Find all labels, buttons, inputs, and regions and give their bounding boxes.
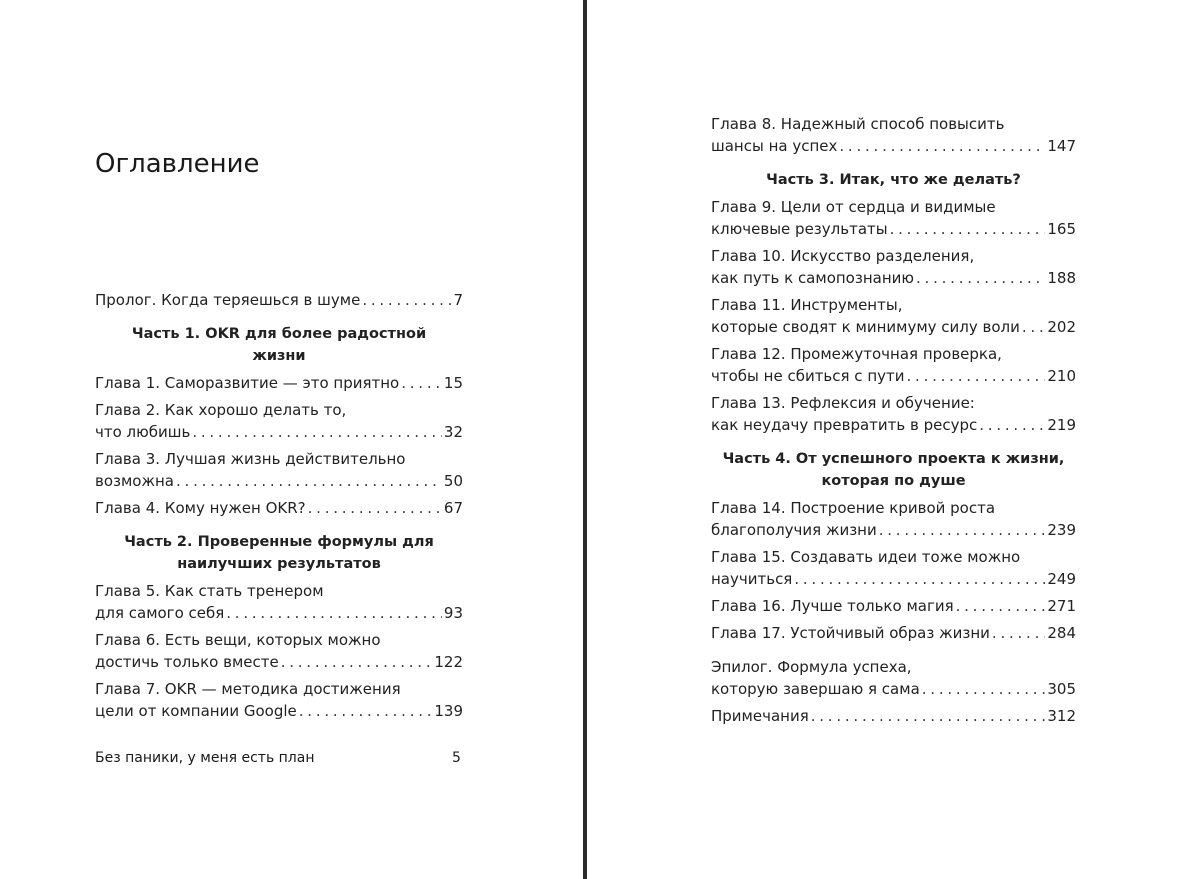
- page-number: 271: [1047, 597, 1076, 615]
- toc-entry-chapter-7[interactable]: [95, 678, 463, 722]
- toc-entry-chapter-6[interactable]: [95, 629, 463, 673]
- entry-title-line: Глава 3. Лучшая жизнь действительно: [95, 450, 406, 468]
- page-number: 210: [1047, 367, 1076, 385]
- entry-title: которую завершаю я сама: [711, 680, 920, 698]
- entry-title-line: Глава 13. Рефлексия и обучение:: [711, 394, 975, 412]
- toc-entry-chapter-10[interactable]: [711, 245, 1076, 289]
- entry-title: Глава 16. Лучше только магия: [711, 597, 954, 615]
- entry-title-line: Глава 14. Построение кривой роста: [711, 499, 996, 517]
- toc-entry-chapter-1[interactable]: [95, 372, 463, 394]
- entry-title: для самого себя: [95, 604, 225, 622]
- entry-title: научиться: [711, 570, 793, 588]
- entry-title: которые сводят к минимуму силу воли: [711, 318, 1020, 336]
- page-number: 50: [443, 472, 463, 490]
- page-number: 32: [443, 423, 463, 441]
- dot-leader: [992, 622, 1045, 644]
- toc-entry-chapter-11[interactable]: [711, 294, 1076, 338]
- page-number: 249: [1047, 570, 1076, 588]
- dot-leader: [176, 470, 442, 492]
- entry-title: Глава 1. Саморазвитие — это приятно: [95, 374, 400, 392]
- toc-entry-notes[interactable]: [711, 705, 1076, 727]
- page-number: 284: [1047, 624, 1076, 642]
- toc-right-list: [711, 113, 1076, 727]
- page-number: 67: [443, 499, 463, 517]
- part-heading-line: наилучших результатов: [177, 556, 381, 572]
- dot-leader: [879, 519, 1046, 541]
- dot-leader: [281, 651, 433, 673]
- part-heading-2: [95, 531, 463, 575]
- part-heading-line: жизни: [252, 348, 306, 364]
- toc-entry-chapter-9[interactable]: [711, 196, 1076, 240]
- dot-leader: [922, 678, 1046, 700]
- dot-leader: [299, 700, 433, 722]
- part-heading-line: Часть 1. OKR для более радостной: [131, 326, 427, 342]
- page-number: 188: [1047, 269, 1076, 287]
- entry-title-line: Глава 8. Надежный способ повысить: [711, 115, 1005, 133]
- toc-left-list: [95, 289, 463, 722]
- page-number: 139: [434, 702, 463, 720]
- page-number: 239: [1047, 521, 1076, 539]
- page-number: 93: [443, 604, 463, 622]
- folio-page-number: 5: [452, 750, 461, 766]
- toc-entry-chapter-5[interactable]: [95, 580, 463, 624]
- toc-entry-epilogue[interactable]: [711, 656, 1076, 700]
- page-number: 312: [1047, 707, 1076, 725]
- dot-leader: [794, 568, 1045, 590]
- toc-entry-chapter-16[interactable]: [711, 595, 1076, 617]
- entry-title: шансы на успех: [711, 137, 838, 155]
- page-number: 122: [434, 653, 463, 671]
- entry-title: возможна: [95, 472, 174, 490]
- entry-title-line: Глава 2. Как хорошо делать то,: [95, 401, 347, 419]
- part-heading-4: [711, 448, 1076, 492]
- toc-entry-chapter-2[interactable]: [95, 399, 463, 443]
- dot-leader: [1022, 316, 1045, 338]
- part-heading-3: [711, 169, 1076, 191]
- page-number: 165: [1047, 220, 1076, 238]
- page-number: 305: [1047, 680, 1076, 698]
- entry-title-line: Глава 5. Как стать тренером: [95, 582, 324, 600]
- page-number: 219: [1047, 416, 1076, 434]
- right-page: [587, 0, 1177, 879]
- dot-leader: [811, 705, 1046, 727]
- toc-title: Оглавление: [95, 149, 260, 179]
- dot-leader: [979, 414, 1045, 436]
- entry-title: Глава 4. Кому нужен OKR?: [95, 499, 306, 517]
- dot-leader: [890, 218, 1046, 240]
- entry-title: достичь только вместе: [95, 653, 279, 671]
- entry-title: цели от компании Google: [95, 702, 297, 720]
- toc-entry-chapter-4[interactable]: [95, 497, 463, 519]
- part-heading-line: которая по душе: [821, 473, 966, 489]
- entry-title-line: Глава 15. Создавать идеи тоже можно: [711, 548, 1021, 566]
- entry-title: ключевые результаты: [711, 220, 888, 238]
- part-heading-line: Часть 3. Итак, что же делать?: [766, 172, 1021, 188]
- running-footer-title: Без паники, у меня есть план: [95, 750, 315, 766]
- left-page: [0, 0, 583, 879]
- part-heading-line: Часть 2. Проверенные формулы для: [124, 534, 434, 550]
- entry-title: как путь к самопознанию: [711, 269, 915, 287]
- dot-leader: [192, 421, 442, 443]
- toc-entry-prologue[interactable]: [95, 289, 463, 311]
- page-number: 15: [443, 374, 463, 392]
- dot-leader: [907, 365, 1046, 387]
- entry-title-line: Глава 11. Инструменты,: [711, 296, 903, 314]
- entry-title: как неудачу превратить в ресурс: [711, 416, 978, 434]
- toc-entry-chapter-8[interactable]: [711, 113, 1076, 157]
- entry-title-line: Глава 10. Искусство разделения,: [711, 247, 975, 265]
- entry-title: Глава 17. Устойчивый образ жизни: [711, 624, 990, 642]
- toc-entry-chapter-17[interactable]: [711, 622, 1076, 644]
- dot-leader: [916, 267, 1045, 289]
- entry-title-line: Эпилог. Формула успеха,: [711, 658, 912, 676]
- page-number: 202: [1047, 318, 1076, 336]
- entry-title: что любишь: [95, 423, 191, 441]
- page-number: 147: [1047, 137, 1076, 155]
- entry-title-line: Глава 9. Цели от сердца и видимые: [711, 198, 996, 216]
- page-number: 7: [453, 291, 463, 309]
- entry-title-line: Глава 7. OKR — методика достижения: [95, 680, 401, 698]
- toc-entry-chapter-15[interactable]: [711, 546, 1076, 590]
- entry-title: Пролог. Когда теряешься в шуме: [95, 291, 361, 309]
- toc-entry-chapter-3[interactable]: [95, 448, 463, 492]
- toc-entry-chapter-14[interactable]: [711, 497, 1076, 541]
- entry-title: чтобы не сбиться с пути: [711, 367, 905, 385]
- toc-entry-chapter-12[interactable]: [711, 343, 1076, 387]
- toc-entry-chapter-13[interactable]: [711, 392, 1076, 436]
- entry-title: благополучия жизни: [711, 521, 877, 539]
- dot-leader: [362, 289, 451, 311]
- part-heading-line: Часть 4. От успешного проекта к жизни,: [722, 451, 1065, 467]
- entry-title-line: Глава 6. Есть вещи, которых можно: [95, 631, 381, 649]
- dot-leader: [839, 135, 1045, 157]
- entry-title: Примечания: [711, 707, 809, 725]
- entry-title-line: Глава 12. Промежуточная проверка,: [711, 345, 1002, 363]
- dot-leader: [226, 602, 442, 624]
- part-heading-1: [95, 323, 463, 367]
- dot-leader: [308, 497, 442, 519]
- dot-leader: [956, 595, 1046, 617]
- dot-leader: [401, 372, 442, 394]
